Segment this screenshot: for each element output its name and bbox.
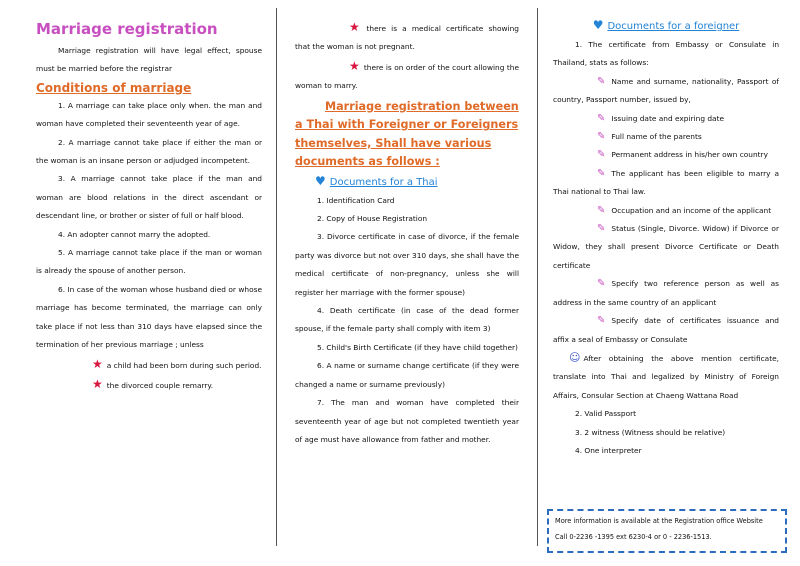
condition-item: 4. An adopter cannot marry the adopted. [58,229,211,239]
thai-doc-item: 7. The man and woman have completed their seventeenth year of age but not completed twentieth year of age must have allowance from father and mother. [295,398,519,444]
exception-item: ★ there is on order of the court allowing the woman to marry. [295,58,519,91]
pencil-icon: ✎ [597,223,606,235]
foreigner-section-title: Marriage registration between a Thai with Foreigner or Foreigners themselves, Shall have various documents as follows : [295,99,519,169]
condition-item: 2. A marriage cannot take place if either the man or the woman is an insane person or adjudged incompetent. [36,137,262,166]
exception-item: ★ a child had been born during such period. [92,356,262,371]
legalization-note: ☺ After obtaining the above mention certificate, translate into Thai and legalized by Ministry of Foreign Affairs, Consular Section at Chaeng Wattana Road [553,350,779,400]
certificate-detail: ✎ Status (Single, Divorce. Widow) if Divorce or Widow, they shall present Divorce Certificate or Death certificate [553,223,779,270]
certificate-detail: ✎ Occupation and an income of the applicant [597,204,772,216]
pencil-icon: ✎ [597,112,606,124]
thai-doc-item: 5. Child's Birth Certificate (if they have child together) [317,342,518,352]
column-marriage-registration [36,18,262,395]
heart-icon: ♥ [592,18,604,32]
pencil-icon: ✎ [597,278,606,290]
condition-item: 1. A marriage can take place only when. the man and woman have completed their seventeenth year of age. [36,100,262,129]
pencil-icon: ✎ [597,315,606,327]
column-divider-left [276,8,277,546]
foreigner-doc-item: 1. The certificate from Embassy or Consulate in Thailand, stats as follows: [553,40,779,68]
condition-item: 5. A marriage cannot take place if the man or woman is already the spouse of another person. [36,248,262,276]
thai-doc-item: 6. A name or surname change certificate (if they were changed a name or surname previously) [295,361,519,389]
exception-item: ★ there is a medical certificate showing that the woman is not pregnant. [295,20,519,52]
star-icon: ★ [349,20,363,34]
heart-icon: ♥ [315,173,326,188]
pencil-icon: ✎ [597,131,606,143]
foreigner-docs-heading: ♥ Documents for a foreigner [592,18,740,32]
certificate-detail: ✎ Specify date of certificates issuance and affix a seal of Embassy or Consulate [553,315,779,344]
pencil-icon: ✎ [597,149,606,161]
star-icon: ★ [349,58,360,73]
star-icon: ★ [92,376,103,391]
page-title: Marriage registration [36,20,218,38]
pencil-icon: ✎ [597,204,606,216]
certificate-detail: ✎ Name and surname, nationality, Passport of country, Passport number, issued by, [553,75,779,105]
conditions-title: Conditions of marriage [36,80,192,95]
certificate-detail: ✎ The applicant has been eligible to marry a Thai national to Thai law. [553,167,779,197]
certificate-detail: ✎ Permanent address in his/her own country [597,149,768,161]
contact-info-box [547,509,787,553]
foreigner-doc-item: 2. Valid Passport [575,409,637,419]
exception-item: ★ the divorced couple remarry. [92,376,214,391]
info-phone-line: Call 0-2236 -1395 ext 6230-4 or 0 - 2236-1513. [555,533,712,541]
condition-item: 3. A marriage cannot take place if the man and woman are blood relations in the direct ascendant or descendant line, or brother or sister of full or half blood. [36,174,262,221]
thai-doc-item: 2. Copy of House Registration [317,214,428,224]
foreigner-doc-item: 4. One interpreter [575,445,642,455]
column-foreigner-docs [553,18,779,460]
thai-docs-heading: ♥ Documents for a Thai [295,172,519,192]
smiley-icon: ☺ [569,350,581,364]
thai-doc-item: 4. Death certificate (in case of the dead former spouse, if the female party shall comply with item 3) [295,306,519,334]
column-thai-foreigner [295,18,519,449]
condition-item: 6. In case of the woman whose husband died or whose marriage has become terminated, the marriage can only take place if not less than 310 days have elapsed since the termination of her previous marriage ; unless [36,284,262,350]
thai-doc-item: 3. Divorce certificate in case of divorce, if the female party was divorce but not over 310 days, she shall have the medical certificate of non-pregnancy, unless she will register her marriage with the former spouse) [295,232,519,297]
foreigner-doc-item: 3. 2 witness (Witness should be relative) [575,427,726,437]
certificate-detail: ✎ Full name of the parents [597,131,702,143]
pencil-icon: ✎ [597,75,606,87]
intro-paragraph: Marriage registration will have legal effect, spouse must be married before the registrar [36,46,262,74]
pencil-icon: ✎ [597,167,606,179]
info-website-line: More information is available at the Registration office Website [555,517,763,525]
column-divider-right [537,8,538,546]
certificate-detail: ✎ Specify two reference person as well as address in the same country of an applicant [553,278,779,307]
certificate-detail: ✎ Issuing date and expiring date [597,112,725,124]
thai-doc-item: 1. Identification Card [317,195,395,205]
star-icon: ★ [92,356,103,371]
